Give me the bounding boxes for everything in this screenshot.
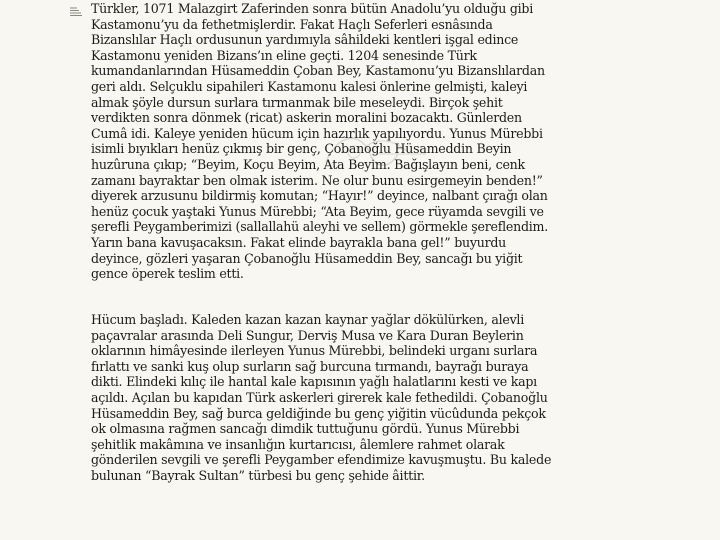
text-line: dikti. Elindeki kılıç ile hantal kale kapısının yağlı halatlarını kesti ve kapı [91, 374, 537, 390]
text-line: bulunan “Bayrak Sultan” türbesi bu genç şehide âittir. [91, 467, 425, 483]
text-line: Kastamonu’yu da fethetmişlerdir. Fakat Haçlı Seferleri esnâsında [91, 16, 493, 32]
text-line: açıldı. Açılan bu kapıdan Türk askerleri girerek kale fethedildi. Çobanoğlu [91, 389, 548, 405]
text-line: diyerek arzusunu bildirmiş komutan; “Hayır!” deyince, nalbant çırağı olan [91, 188, 548, 204]
text-line: verdikten sonra dönmek (ricat) askerin moralini bozacaktı. Günlerden [91, 110, 522, 126]
text-line: fırlattı ve sanki kuş olup surların sağ burcuna tırmandı, bayrağı buraya [91, 358, 529, 374]
text-line: zamanı bayraktar ben olmak isterim. Ne olur bunu esirgemeyin benden!” [91, 172, 543, 188]
text-line: henüz çocuk yaştaki Yunus Mürebbi; “Ata Beyim, gece rüyamda sevgili ve [91, 203, 544, 219]
paragraph-1 [91, 1, 671, 282]
text-line: oklarının himâyesinde ilerleyen Yunus Mürebbi, belindeki urganı surlara [91, 343, 538, 359]
text-line: Yarın bana kavuşacaksın. Fakat elinde bayrakla bana gel!” buyurdu [91, 234, 507, 250]
text-line: şehitlik makâmına ve insanlığın kurtarıcısı, âlemlere rahmet olarak [91, 436, 505, 452]
text-line: isimli bıyıkları henüz çıkmış bir genç, Çobanoğlu Hüsameddin Beyin [91, 141, 512, 157]
text-line: Cumâ idi. Kaleye yeniden hücum için hazırlık yapılıyordu. Yunus Mürebbi [91, 125, 543, 141]
text-line: Bizanslılar Haçlı ordusunun yardımıyla sâhildeki kentleri işgal edince [91, 32, 519, 48]
bullet-icon [69, 7, 83, 17]
text-line: geri aldı. Selçuklu sipahileri Kastamonu kalesi önlerine gelmişti, kaleyi [91, 78, 528, 94]
text-line: Hücum başladı. Kaleden kazan kazan kaynar yağlar dökülürken, alevli [91, 312, 524, 327]
paragraph-2 [91, 312, 671, 484]
text-line: gence öperek teslim etti. [91, 266, 244, 282]
text-line: Kastamonu yeniden Bizans’ın eline geçti. 1204 senesinde Türk [91, 47, 477, 63]
text-line: ok olmasına rağmen sancağı dimdik tuttuğunu gördü. Yunus Mürebbi [91, 421, 520, 437]
text-line: gönderilen sevgili ve şerefli Peygamber efendimize kavuşmuştu. Bu kalede [91, 452, 552, 468]
text-line: almak şöyle dursun surlara tırmanmak bile meseleydi. Birçok şehit [91, 94, 503, 110]
text-line: huzûruna çıkıp; “Beyim, Koçu Beyim, Ata Beyim. Bağışlayın beni, cenk [91, 156, 525, 172]
text-line: kumandanlarından Hüsameddin Çoban Bey, Kastamonu’yu Bizanslılardan [91, 63, 545, 79]
text-line: Türkler, 1071 Malazgirt Zaferinden sonra bütün Anadolu’yu olduğu gibi [91, 1, 534, 16]
text-line: şerefli Peygamberimizi (sallallahü aleyhi ve sellem) görmekle şereflendim. [91, 219, 548, 235]
text-line: paçavralar arasında Deli Sungur, Derviş Musa ve Kara Duran Beylerin [91, 327, 524, 343]
text-line: deyince, gözleri yaşaran Çobanoğlu Hüsameddin Bey, sancağı bu yiğit [91, 250, 523, 266]
text-line: Hüsameddin Bey, sağ burca geldiğinde bu genç yiğitin vücûdunda pekçok [91, 405, 546, 421]
